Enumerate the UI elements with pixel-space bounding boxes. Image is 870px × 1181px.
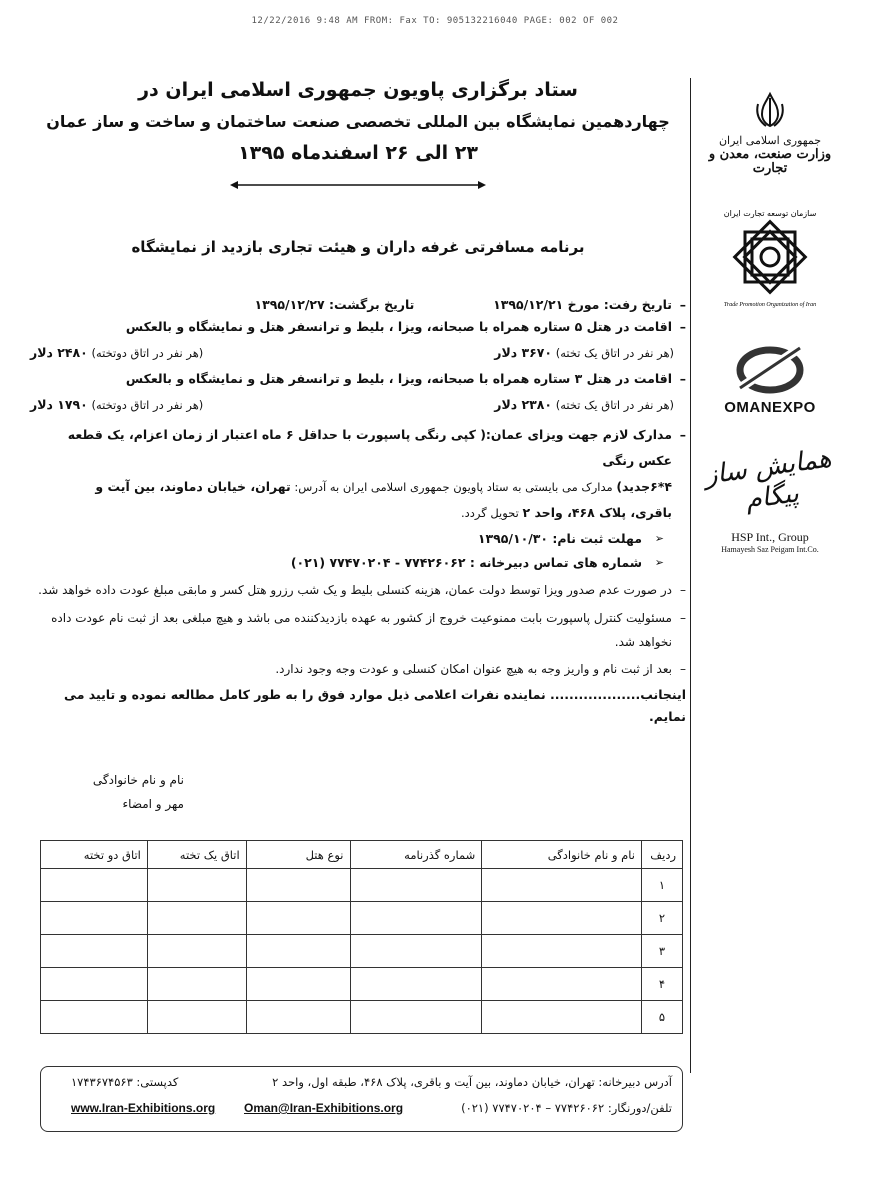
- hotel5-single-label: (هر نفر در اتاق یک تخته): [555, 346, 674, 360]
- cell-name[interactable]: [482, 869, 642, 902]
- hotel3-single: [494, 394, 684, 416]
- hotel5-double-label: (هر نفر در اتاق دوتخته): [91, 346, 204, 360]
- cell-hotel[interactable]: [246, 968, 350, 1001]
- cell-hotel[interactable]: [246, 1001, 350, 1034]
- docs-line-2-bold: ۴*۶جدید): [616, 479, 672, 494]
- title-block: [30, 72, 686, 190]
- cell-name[interactable]: [482, 968, 642, 1001]
- title-line-3: ۲۳ الی ۲۶ اسفندماه ۱۳۹۵: [238, 142, 478, 164]
- cell-double[interactable]: [41, 869, 148, 902]
- travel-dates: [30, 294, 686, 316]
- hotel5-desc: – اقامت در هتل ۵ ستاره همراه با صبحانه، ویزا ، بلیط و ترانسفر هتل و نمایشگاه و بالعکس: [30, 316, 686, 338]
- hotel3-double-price: ۱۷۹۰ دلار: [30, 397, 88, 412]
- omanexpo-swoosh-icon: [730, 340, 810, 395]
- return-date: تاریخ برگشت: ۱۳۹۵/۱۲/۲۷: [254, 297, 415, 312]
- signature-name-label: نام و نام خانوادگی: [92, 773, 184, 787]
- table-row: [41, 968, 683, 1001]
- table-row: [41, 935, 683, 968]
- cell-single[interactable]: [147, 869, 246, 902]
- tpo-logo: [700, 202, 840, 312]
- cell-double[interactable]: [41, 968, 148, 1001]
- docs-line-1: مدارک لازم جهت ویزای عمان:( کپی رنگی پاسپورت با حداقل ۶ ماه اعتبار از زمان اعزام، یک قطعه عکس رنگی: [67, 427, 672, 468]
- iran-emblem-icon: [750, 90, 790, 130]
- row-number: ۱: [642, 869, 683, 902]
- footer-address: آدرس دبیرخانه: تهران، خیابان دماوند، بین آیت و باقری، پلاک ۴۶۸، طبقه اول، واحد ۲: [272, 1075, 672, 1089]
- note-1: – در صورت عدم صدور ویزا توسط دولت عمان، هزینه کنسلی بلیط و یک شب رزرو هتل کسر و مابقی مبلغ عودت داده خواهد شد.: [30, 578, 686, 602]
- row-number: ۴: [642, 968, 683, 1001]
- table-row: [41, 1001, 683, 1034]
- cell-hotel[interactable]: [246, 935, 350, 968]
- govt-line-1: جمهوری اسلامی ایران: [718, 134, 822, 147]
- cell-name[interactable]: [482, 902, 642, 935]
- cell-passport[interactable]: [350, 869, 482, 902]
- cell-passport[interactable]: [350, 935, 482, 968]
- table-row: [41, 902, 683, 935]
- participants-table: [40, 840, 683, 1034]
- cell-double[interactable]: [41, 935, 148, 968]
- cell-passport[interactable]: [350, 1001, 482, 1034]
- table-row: [41, 869, 683, 902]
- col-header-row: ردیف: [642, 841, 683, 869]
- double-arrow-icon: [230, 180, 486, 190]
- divider-line: [690, 78, 691, 1073]
- cell-single[interactable]: [147, 935, 246, 968]
- departure-date: تاریخ رفت: مورخ ۱۳۹۵/۱۲/۲۱: [493, 297, 672, 312]
- fax-header: 12/22/2016 9:48 AM FROM: Fax TO: 905132216040 PAGE: 002 OF 002: [251, 16, 619, 26]
- main-content: [30, 72, 686, 728]
- hotel3-prices: [30, 394, 686, 416]
- tpo-fa-text: سازمان توسعه تجارت ایران: [723, 209, 817, 218]
- hotel3-single-label: (هر نفر در اتاق یک تخته): [555, 398, 674, 412]
- hsp-en-name: HSP Int., Group: [731, 530, 809, 544]
- hotel3-double-label: (هر نفر در اتاق دوتخته): [91, 398, 204, 412]
- cell-double[interactable]: [41, 902, 148, 935]
- tpo-en-text: Trade Promotion Organization of Iran: [723, 302, 817, 308]
- hotel3-single-price: ۲۳۸۰ دلار: [494, 397, 553, 412]
- hotel3-double: [30, 394, 203, 416]
- logo-sidebar: [700, 72, 840, 592]
- declaration: اینجانب................... نماینده نفرات اعلامی ذیل موارد فوق را به طور کامل مطالعه نموده و تایید می نمایم.: [64, 687, 686, 724]
- cell-single[interactable]: [147, 968, 246, 1001]
- cell-name[interactable]: [482, 935, 642, 968]
- docs-line-3-normal: تحویل گردد.: [460, 506, 523, 520]
- hotel5-double: [30, 342, 203, 364]
- docs-line-3-bold: باقری، پلاک ۴۶۸، واحد ۲: [522, 505, 672, 520]
- cell-hotel[interactable]: [246, 902, 350, 935]
- hsp-calligraphy: همایش ساز پیگام: [702, 443, 834, 516]
- hotel3-desc: – اقامت در هتل ۳ ستاره همراه با صبحانه، ویزا ، بلیط و ترانسفر هتل و نمایشگاه و بالعکس: [30, 368, 686, 390]
- docs-line-2-bold2: تهران، خیابان دماوند، بین آیت و: [95, 479, 291, 494]
- title-line-2: چهاردهمین نمایشگاه بین المللی تخصصی صنعت ساختمان و ساخت و ساز عمان: [46, 112, 670, 131]
- hotel5-prices: [30, 342, 686, 364]
- footer-box: [40, 1066, 683, 1132]
- omanexpo-logo: [700, 340, 840, 416]
- cell-hotel[interactable]: [246, 869, 350, 902]
- footer-email-link[interactable]: Oman@Iran-Exhibitions.org: [244, 1101, 404, 1115]
- cell-passport[interactable]: [350, 902, 482, 935]
- contact-numbers: ➢ شماره های تماس دبیرخانه : ۷۷۴۲۶۰۶۲ - ۷۷۴۷۰۲۰۴ (۰۲۱): [30, 552, 686, 574]
- row-number: ۵: [642, 1001, 683, 1034]
- footer-website-link[interactable]: www.Iran-Exhibitions.org: [71, 1101, 216, 1115]
- govt-line-2: وزارت صنعت، معدن و تجارت: [708, 147, 832, 176]
- visa-docs: [30, 422, 686, 526]
- footer-phone: تلفن/دورنگار: ۷۷۴۲۶۰۶۲ – ۷۷۴۷۰۲۰۴ (۰۲۱): [461, 1101, 672, 1115]
- hsp-en-subname: Hamayesh Saz Peigam Int.Co.: [721, 545, 819, 554]
- hotel5-double-price: ۲۴۸۰ دلار: [30, 345, 88, 360]
- note-3: – بعد از ثبت نام و واریز وجه به هیچ عنوان امکان کنسلی و عودت وجه وجود ندارد.: [30, 658, 686, 680]
- signature-area: [84, 768, 184, 816]
- col-header-hotel: نوع هتل: [246, 841, 350, 869]
- cell-single[interactable]: [147, 902, 246, 935]
- hotel5-single-price: ۳۶۷۰ دلار: [494, 345, 553, 360]
- col-header-passport: شماره گذرنامه: [350, 841, 482, 869]
- col-header-double: اتاق دو تخته: [41, 841, 148, 869]
- registration-deadline: ➢ مهلت ثبت نام: ۱۳۹۵/۱۰/۳۰: [30, 528, 686, 550]
- hotel5-single: [494, 342, 684, 364]
- col-header-single: اتاق یک تخته: [147, 841, 246, 869]
- docs-line-2-normal: مدارک می بایستی به ستاد پاویون جمهوری اسلامی ایران به آدرس:: [290, 480, 617, 494]
- hsp-logo: [700, 443, 840, 554]
- subtitle: برنامه مسافرتی غرفه داران و هیئت تجاری بازدید از نمایشگاه: [131, 238, 585, 256]
- col-header-name: نام و نام خانوادگی: [482, 841, 642, 869]
- row-number: ۳: [642, 935, 683, 968]
- footer-postal-code: کدپستی: ۱۷۴۳۶۷۴۵۶۳: [71, 1075, 179, 1089]
- title-line-1: ستاد برگزاری پاویون جمهوری اسلامی ایران در: [138, 79, 578, 101]
- omanexpo-name: OMANEXPO: [724, 399, 816, 416]
- cell-double[interactable]: [41, 1001, 148, 1034]
- note-2: – مسئولیت کنترل پاسپورت بابت ممنوعیت خروج از کشور به عهده بازدیدکننده می باشد و هیچ مبلغی بعد از ثبت نام عودت داده نخواهد شد.: [30, 606, 686, 654]
- tpo-star-icon: [715, 202, 825, 312]
- government-logo: [700, 90, 840, 176]
- table-header-row: [41, 841, 683, 869]
- cell-name[interactable]: [482, 1001, 642, 1034]
- signature-seal-label: مهر و امضاء: [122, 797, 184, 811]
- cell-single[interactable]: [147, 1001, 246, 1034]
- row-number: ۲: [642, 902, 683, 935]
- cell-passport[interactable]: [350, 968, 482, 1001]
